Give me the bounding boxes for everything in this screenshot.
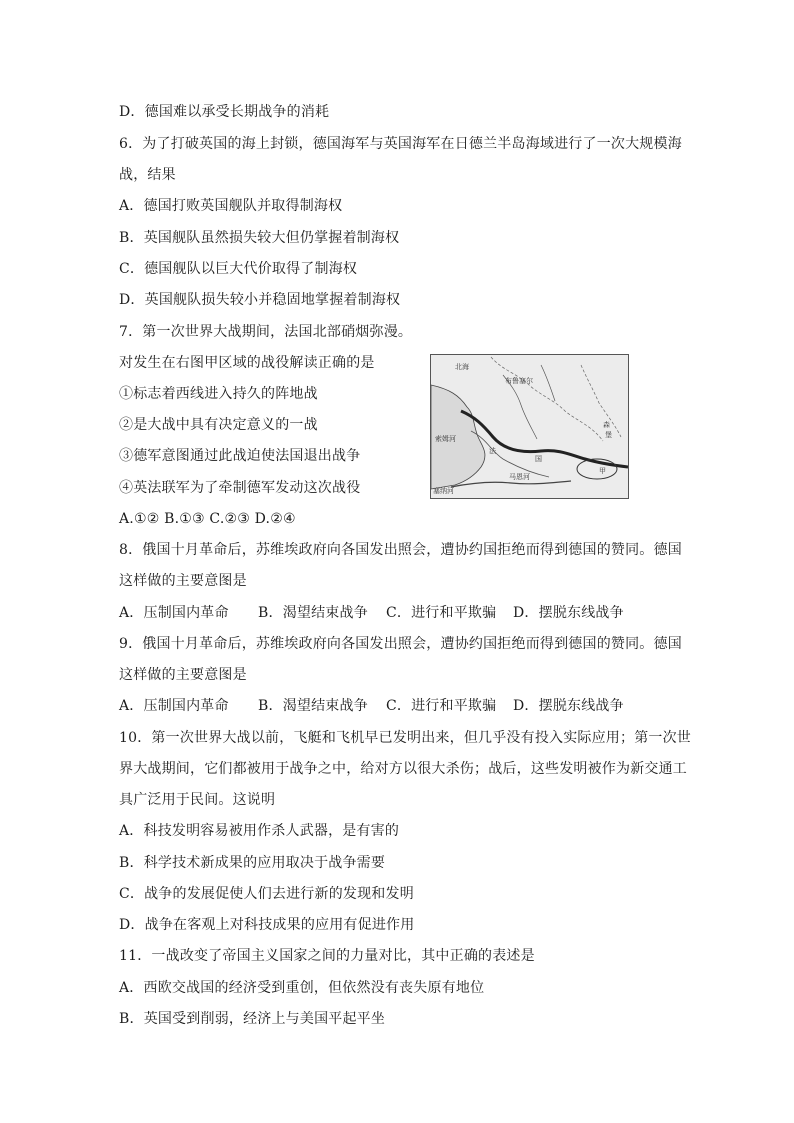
q9-stem-2: 这样做的主要意图是 [119,667,247,683]
q8-option-c: C．进行和平欺骗 [386,605,497,621]
q9-option-b: B．渴望结束战争 [258,698,368,714]
q7-statement-1: ①标志着西线进入持久的阵地战 [119,386,318,402]
map-label-region1: 布鲁塞尔 [505,377,533,385]
q10-option-c: C．战争的发展促使人们去进行新的发现和发明 [119,886,414,902]
q6-option-a: A．德国打败英国舰队并取得制海权 [119,198,343,214]
q8-option-a: A．压制国内革命 [119,605,229,621]
q7-statement-2: ②是大战中具有决定意义的一战 [119,417,318,433]
q10-option-b: B．科学技术新成果的应用取决于战争需要 [119,855,386,871]
q11-option-b: B．英国受到削弱，经济上与美国平起平坐 [119,1011,386,1027]
q10-stem-1: 10．第一次世界大战以前，飞艇和飞机早已发明出来，但几乎没有投入实际应用；第一次世 [119,730,692,746]
map-label-bao: 堡 [605,431,612,439]
map-label-somme: 索姆河 [435,435,456,443]
q8-option-d: D．摆脱东线战争 [513,605,624,621]
q6-stem-2: 战，结果 [119,167,176,183]
map-label-sen: 森 [603,421,610,429]
q7-options: A.①② B.①③ C.②③ D.②④ [119,511,296,527]
map-label-jia: 甲 [599,467,606,475]
q5-option-d: D．德国难以承受长期战争的消耗 [119,104,330,120]
q8-stem-1: 8．俄国十月革命后，苏维埃政府向各国发出照会，遭协约国拒绝而得到德国的赞同。德国 [119,542,682,558]
q7-stem-1: 7．第一次世界大战期间，法国北部硝烟弥漫。 [119,324,413,340]
map-label-seine: 塞纳河 [433,487,454,495]
q9-option-c: C．进行和平欺骗 [386,698,497,714]
map-label-fa: 法 [489,447,496,455]
q10-stem-3: 具广泛用于民间。这说明 [119,792,276,808]
q6-option-d: D．英国舰队损失较小并稳固地掌握着制海权 [119,292,401,308]
q8-options [119,604,624,622]
map-label-guo: 国 [535,455,542,463]
map-label-marne: 马恩河 [509,473,530,481]
q9-stem-1: 9．俄国十月革命后，苏维埃政府向各国发出照会，遭协约国拒绝而得到德国的赞同。德国 [119,636,682,652]
q8-stem-2: 这样做的主要意图是 [119,573,247,589]
battle-map [430,354,629,499]
q10-stem-2: 界大战期间，它们都被用于战争之中，给对方以很大杀伤；战后，这些发明被作为新交通工 [119,761,687,777]
q9-options [119,697,624,715]
q10-option-d: D．战争在客观上对科技成果的应用有促进作用 [119,917,415,933]
battle-map-svg [431,355,628,498]
map-label-north-sea: 北海 [455,363,469,371]
q11-stem: 11．一战改变了帝国主义国家之间的力量对比，其中正确的表述是 [119,948,535,964]
q7-statement-4: ④英法联军为了牵制德军发动这次战役 [119,480,361,496]
q7-stem-2: 对发生在右图甲区域的战役解读正确的是 [119,355,375,371]
q11-option-a: A．西欧交战国的经济受到重创，但依然没有丧失原有地位 [119,980,485,996]
q6-option-c: C．德国舰队以巨大代价取得了制海权 [119,261,358,277]
q6-option-b: B．英国舰队虽然损失较大但仍掌握着制海权 [119,230,400,246]
q8-option-b: B．渴望结束战争 [258,605,368,621]
q9-option-a: A．压制国内革命 [119,698,229,714]
q7-statement-3: ③德军意图通过此战迫使法国退出战争 [119,448,361,464]
q6-stem-1: 6．为了打破英国的海上封锁，德国海军与英国海军在日德兰半岛海域进行了一次大规模海 [119,136,682,152]
q9-option-d: D．摆脱东线战争 [513,698,624,714]
q10-option-a: A．科技发明容易被用作杀人武器，是有害的 [119,823,400,839]
